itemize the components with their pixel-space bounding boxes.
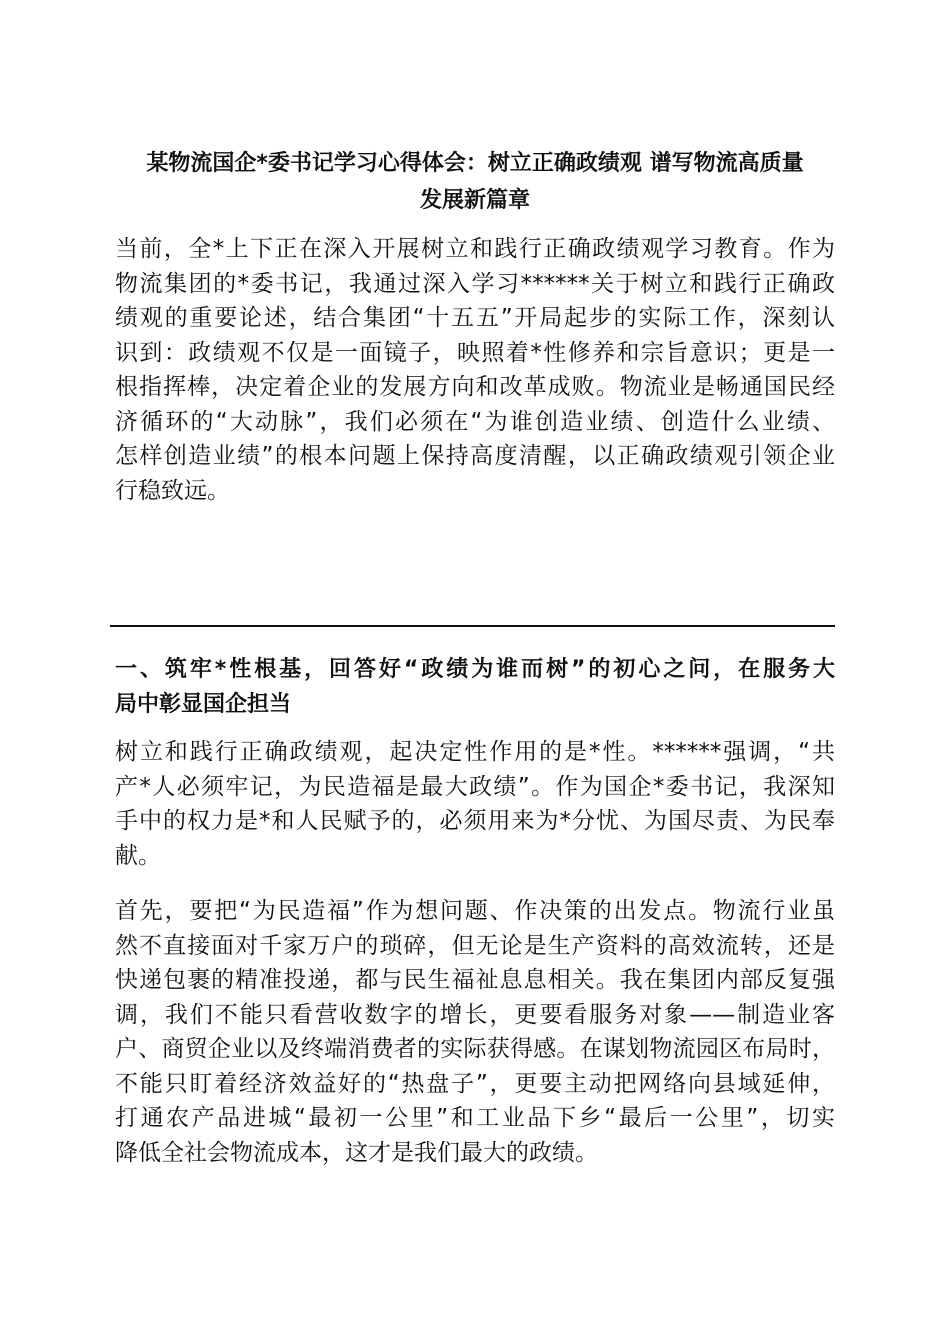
horizontal-divider — [110, 625, 835, 627]
text-line: 绩观的重要论述，结合集团“十五五”开局起步的实际工作，深刻认 — [115, 305, 835, 331]
text-line: 行稳致远。 — [115, 477, 230, 504]
body-paragraph — [115, 735, 835, 873]
text-line: 怎样创造业绩”的根本问题上保持高度清醒，以正确政绩观引领企业 — [115, 443, 835, 469]
text-line: 产*人必须牢记，为民造福是最大政绩”。作为国企*委书记，我深知 — [115, 773, 835, 800]
heading-line: 局中彰显国企担当 — [115, 691, 292, 717]
body-paragraph — [115, 894, 835, 1170]
text-line: 树立和践行正确政绩观，起决定性作用的是*性。******强调，“共 — [115, 739, 835, 765]
text-line: 降低全社会物流成本，这才是我们最大的政绩。 — [115, 1139, 598, 1166]
heading-line: 一、筑牢*性根基，回答好“政绩为谁而树”的初心之问，在服务大 — [115, 657, 835, 682]
title-line: 某物流国企*委书记学习心得体会：树立正确政绩观 谱写物流高质量 — [146, 151, 804, 176]
text-line: 当前，全*上下正在深入开展树立和践行正确政绩观学习教育。作为 — [115, 236, 835, 262]
text-line: 然不直接面对千家万户的琐碎，但无论是生产资料的高效流转，还是 — [115, 932, 835, 959]
title-line: 发展新篇章 — [419, 188, 530, 213]
text-line: 手中的权力是*和人民赋予的，必须用来为*分忧、为国尽责、为民奉 — [115, 808, 835, 834]
text-line: 打通农产品进城“最初一公里”和工业品下乡“最后一公里”，切实 — [115, 1105, 835, 1131]
text-line: 不能只盯着经济效益好的“热盘子”，更要主动把网络向县域延伸， — [115, 1070, 835, 1097]
text-line: 首先，要把“为民造福”作为想问题、作决策的出发点。物流行业虽 — [115, 898, 835, 924]
text-line: 快递包裹的精准投递，都与民生福祉息息相关。我在集团内部反复强 — [115, 967, 835, 993]
text-line: 识到：政绩观不仅是一面镜子，映照着*性修养和宗旨意识；更是一 — [115, 339, 835, 366]
text-line: 根指挥棒，决定着企业的发展方向和改革成败。物流业是畅通国民经 — [115, 374, 835, 400]
text-line: 调，我们不能只看营收数字的增长，更要看服务对象——制造业客 — [115, 1001, 835, 1028]
section-heading — [115, 651, 835, 720]
text-line: 济循环的“大动脉”，我们必须在“为谁创造业绩、创造什么业绩、 — [115, 408, 835, 435]
text-line: 户、商贸企业以及终端消费者的实际获得感。在谋划物流园区布局时， — [115, 1036, 835, 1062]
text-line: 物流集团的*委书记，我通过深入学习******关于树立和践行正确政 — [115, 270, 835, 297]
text-line: 献。 — [115, 842, 161, 869]
document-title — [115, 145, 835, 219]
intro-paragraph — [115, 232, 835, 508]
